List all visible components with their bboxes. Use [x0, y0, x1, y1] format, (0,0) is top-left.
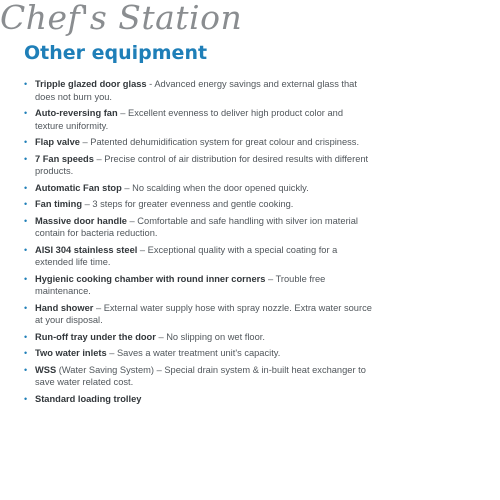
feature-item-massive-door-handle	[24, 215, 372, 240]
bullet-icon: •	[24, 153, 28, 164]
feature-name: Standard loading trolley	[35, 393, 142, 404]
feature-description: – Excellent evenness to deliver high product color and texture uniformity.	[35, 108, 343, 131]
bullet-icon: •	[24, 331, 28, 342]
feature-name: Automatic Fan stop	[35, 182, 122, 193]
feature-description: – Saves a water treatment unit's capacity.	[106, 348, 281, 358]
feature-item-standard-loading-trolley	[24, 393, 372, 406]
feature-item-automatic-fan-stop	[24, 182, 372, 195]
feature-item-stainless-steel	[24, 244, 372, 269]
feature-item-fan-timing	[24, 198, 372, 211]
feature-name: Hand shower	[35, 302, 94, 313]
feature-name: Massive door handle	[35, 215, 127, 226]
feature-name: Run-off tray under the door	[35, 331, 156, 342]
feature-item-run-off-tray	[24, 331, 372, 344]
feature-description: - Advanced energy savings and external glass that does not burn you.	[35, 79, 357, 102]
feature-item-hand-shower	[24, 302, 372, 327]
feature-description: (Water Saving System) – Special drain system & in-built heat exchanger to save water related cost.	[35, 364, 366, 387]
bullet-icon: •	[24, 199, 28, 209]
feature-item-auto-reversing-fan	[24, 107, 372, 132]
bullet-icon: •	[24, 302, 28, 313]
bullet-icon: •	[24, 137, 28, 147]
bullet-icon: •	[24, 393, 28, 404]
feature-name: Tripple glazed door glass	[35, 79, 147, 89]
brand-logo: Chef's Station	[0, 0, 243, 37]
feature-name: WSS	[35, 364, 57, 375]
bullet-icon: •	[24, 364, 28, 375]
feature-description: – 3 steps for greater evenness and gentle cooking.	[82, 199, 294, 209]
feature-name: Fan timing	[35, 199, 82, 209]
section-title: Other equipment	[24, 42, 208, 64]
feature-description: – Precise control of air distribution for desired results with different products.	[35, 153, 369, 176]
feature-description: – Comfortable and safe handling with silver ion material contain for bacteria reduction.	[35, 215, 358, 238]
feature-name: Hygienic cooking chamber with round inner corners	[35, 273, 266, 284]
bullet-icon: •	[24, 215, 28, 226]
feature-description: – No slipping on wet floor.	[155, 331, 265, 342]
feature-description: – External water supply hose with spray nozzle. Extra water source at your disposal.	[35, 302, 372, 325]
feature-item-wss	[24, 364, 372, 389]
feature-item-fan-speeds	[24, 153, 372, 178]
feature-item-flap-valve	[24, 136, 372, 149]
bullet-icon: •	[24, 348, 28, 358]
feature-name: Auto-reversing fan	[35, 108, 118, 118]
feature-item-two-water-inlets	[24, 347, 372, 360]
feature-description: – No scalding when the door opened quickly.	[121, 182, 309, 193]
bullet-icon: •	[24, 182, 28, 193]
bullet-icon: •	[24, 273, 28, 284]
feature-description: – Trouble free maintenance.	[35, 273, 326, 296]
feature-name: Two water inlets	[35, 348, 107, 358]
feature-item-triple-glazed-door-glass	[24, 78, 372, 103]
feature-description: – Exceptional quality with a special coating for a extended life time.	[35, 244, 338, 267]
feature-item-hygienic-cooking-chamber	[24, 273, 372, 298]
bullet-icon: •	[24, 244, 28, 255]
bullet-icon: •	[24, 79, 28, 89]
feature-name: Flap valve	[35, 137, 80, 147]
feature-list	[24, 78, 372, 409]
feature-name: AISI 304 stainless steel	[35, 244, 138, 255]
bullet-icon: •	[24, 108, 28, 118]
feature-name: 7 Fan speeds	[35, 153, 94, 164]
feature-description: – Patented dehumidification system for great colour and crispiness.	[79, 137, 360, 147]
